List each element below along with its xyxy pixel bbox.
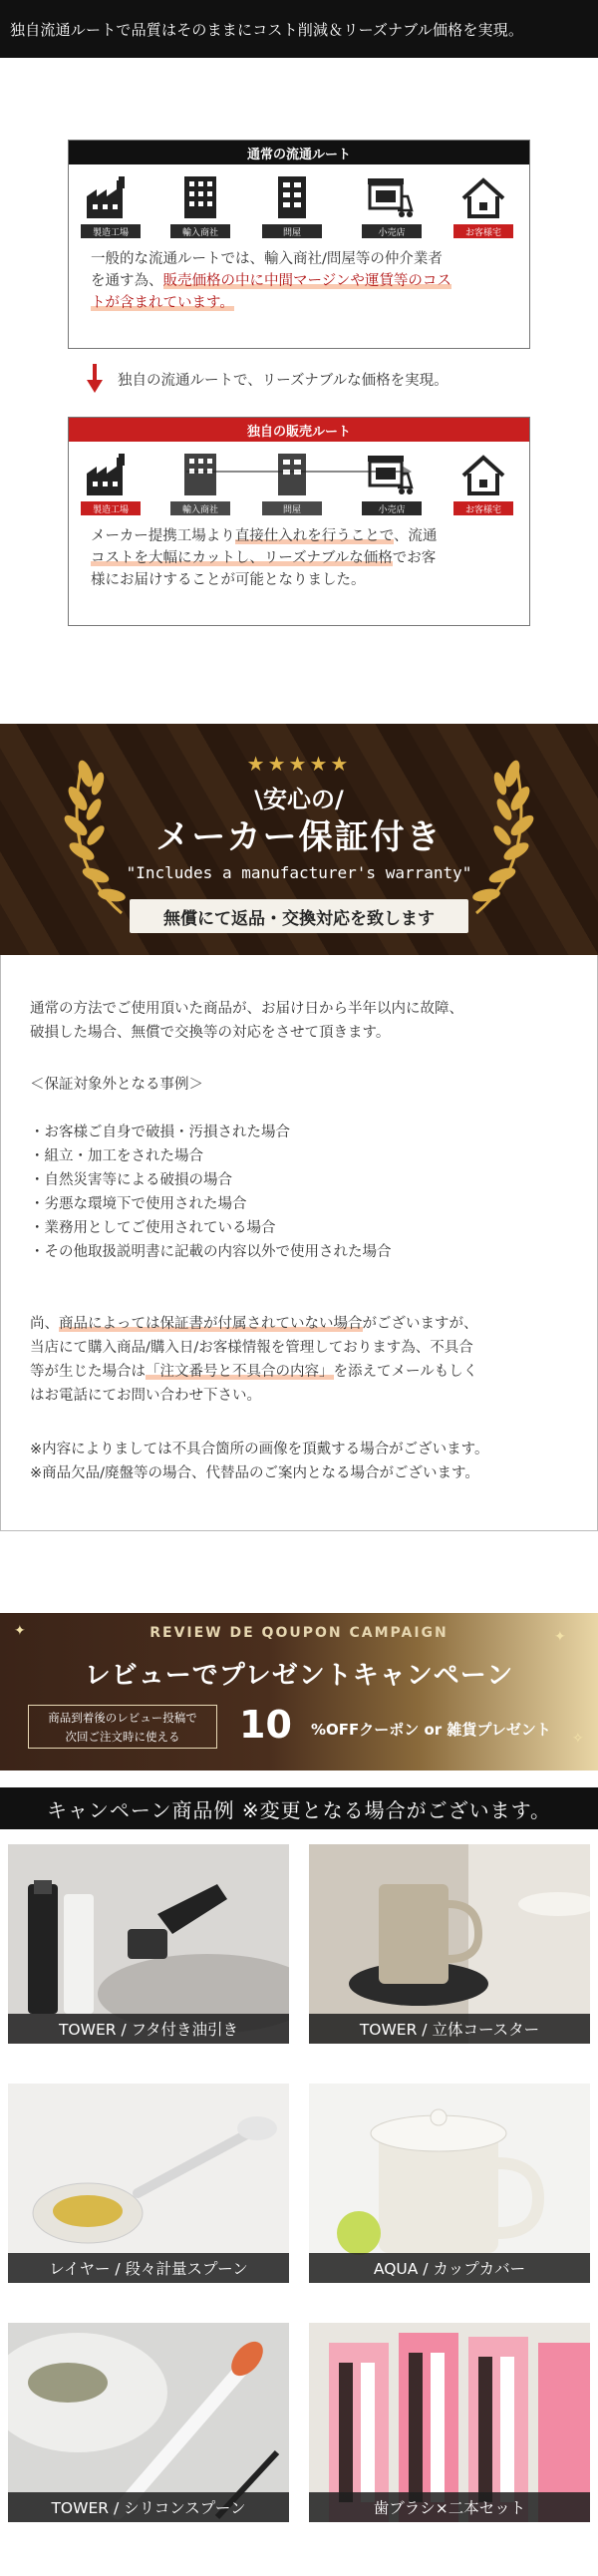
normal-desc-4: トが含まれています。 xyxy=(91,295,234,311)
importer-label: 輸入商社 xyxy=(170,224,230,238)
product-tile[interactable] xyxy=(8,1844,289,2044)
product-tile[interactable] xyxy=(309,2084,590,2283)
exclusion-item: ・組立・加工をされた場合 xyxy=(30,1148,203,1164)
warranty-pill: 無償にて返品・交換対応を致します xyxy=(130,899,468,933)
own-route-title: 独自の販売ルート xyxy=(69,418,529,442)
home-label: お客様宅 xyxy=(453,501,513,515)
campaign-banner[interactable] xyxy=(0,1613,598,1771)
product-label: AQUA / カップカバー xyxy=(309,2253,590,2283)
factory-label: 製造工場 xyxy=(81,224,141,238)
tagline-text: 独自流通ルートで品質はそのままにコスト削減＆リーズナブル価格を実現。 xyxy=(10,20,524,39)
note-1a: 尚、 xyxy=(30,1316,59,1332)
wholesaler-step xyxy=(258,174,326,244)
product-label: レイヤー / 段々計量スプーン xyxy=(8,2253,289,2283)
warranty-footnotes xyxy=(30,1438,489,1485)
warranty-note xyxy=(30,1312,478,1408)
product-label: TOWER / 立体コースター xyxy=(309,2014,590,2044)
wholesaler-label: 問屋 xyxy=(262,501,322,515)
exclusion-item: ・お客様ご自身で破損・汚損された場合 xyxy=(30,1125,290,1140)
middle-text: 独自の流通ルートで、リーズナブルな価格を実現。 xyxy=(118,373,448,389)
normal-desc-2: を通す為、 xyxy=(91,273,163,289)
wholesaler-step xyxy=(258,452,326,521)
product-label: TOWER / フタ付き油引き xyxy=(8,2014,289,2044)
campaign-percent: 10 xyxy=(239,1703,292,1747)
own-desc-3: 、流通 xyxy=(393,528,438,544)
footnote-2: ※商品欠品/廃盤等の場合、代替品のご案内となる場合がございます。 xyxy=(30,1465,479,1481)
factory-icon xyxy=(85,174,137,220)
campaign-main: レビューでプレゼントキャンペーン xyxy=(84,1661,514,1691)
warranty-banner xyxy=(0,724,598,955)
own-route-desc xyxy=(69,525,529,599)
product-tile[interactable] xyxy=(8,2084,289,2283)
warranty-small-title: \安心の/ xyxy=(254,786,344,813)
factory-icon xyxy=(85,452,137,497)
normal-desc-1: 一般的な流通ルートでは、輸入商社/問屋等の仲介業者 xyxy=(91,251,443,267)
exclusion-item: ・自然災害等による破損の場合 xyxy=(30,1172,232,1188)
campaign-note-2: 次回ご注文時に使える xyxy=(65,1730,180,1744)
house-icon xyxy=(457,452,509,497)
exclusion-item: ・業務用としてご使用されている場合 xyxy=(30,1220,276,1236)
factory-label: 製造工場 xyxy=(81,501,141,515)
warranty-intro-2: 破損した場合、無償で交換等の対応をさせて頂きます。 xyxy=(30,1025,391,1041)
house-icon xyxy=(457,174,509,220)
campaign-note-1: 商品到着後のレビュー投稿で xyxy=(48,1711,197,1725)
home-label: お客様宅 xyxy=(453,224,513,238)
own-desc-6: でお客 xyxy=(392,550,437,566)
warranty-title: メーカー保証付き xyxy=(155,817,443,857)
retailer-label: 小売店 xyxy=(362,224,422,238)
normal-route-icons xyxy=(69,164,529,248)
warranty-intro-1: 通常の方法でご使用頂いた商品が、お届け日から半年以内に故障、 xyxy=(30,1001,463,1017)
retailer-label: 小売店 xyxy=(362,501,422,515)
footnote-1: ※内容によりましては不具合箇所の画像を頂戴する場合がございます。 xyxy=(30,1442,489,1457)
own-desc-5: 、リーズナブルな価格 xyxy=(249,550,393,566)
importer-step xyxy=(166,452,234,521)
sparkle-icon: ✦ xyxy=(14,1623,26,1639)
exclusion-list xyxy=(30,1121,392,1264)
exclusion-item: ・その他取扱説明書に記載の内容以外で使用された場合 xyxy=(30,1244,392,1260)
warranty-english: "Includes a manufacturer's warranty" xyxy=(126,863,472,882)
rating-stars: ★★★★★ xyxy=(246,752,352,776)
note-1b: 商品によっては保証書が付属されていない場合 xyxy=(59,1316,363,1332)
retailer-step xyxy=(358,452,426,521)
note-1c: がございますが、 xyxy=(362,1316,478,1332)
importer-label: 輸入商社 xyxy=(170,501,230,515)
building-icon xyxy=(174,174,226,220)
own-desc-4: コストを大幅にカットし xyxy=(91,550,250,566)
tagline-bar xyxy=(0,0,598,58)
product-label: TOWER / シリコンスプーン xyxy=(8,2492,289,2522)
warranty-small-text: 安心の xyxy=(263,786,335,813)
own-desc-7: 様にお届けすることが可能となりました。 xyxy=(91,572,366,588)
factory-step xyxy=(77,452,145,521)
sparkle-icon: ✧ xyxy=(572,1731,584,1747)
wholesaler-label: 問屋 xyxy=(262,224,322,238)
campaign-title: REVIEW DE QOUPON CAMPAIGN xyxy=(150,1625,448,1641)
normal-route-desc xyxy=(69,248,529,322)
store-icon xyxy=(366,452,418,497)
down-arrow-icon xyxy=(86,364,104,394)
exclusion-title: ＜保証対象外となる事例＞ xyxy=(30,1077,203,1093)
normal-route-title: 通常の流通ルート xyxy=(69,141,529,164)
sparkle-icon: ✦ xyxy=(554,1629,566,1645)
own-route-icons xyxy=(69,442,529,525)
factory-step xyxy=(77,174,145,244)
warranty-intro xyxy=(30,997,463,1045)
home-step xyxy=(449,452,517,521)
campaign-offer: %OFFクーポン or 雑貨プレゼント xyxy=(311,1721,551,1739)
items-heading: キャンペーン商品例 ※変更となる場合がございます。 xyxy=(0,1787,598,1829)
building-icon xyxy=(174,452,226,497)
product-tile[interactable] xyxy=(309,2323,590,2522)
campaign-note xyxy=(28,1705,217,1749)
own-desc-2: 直接仕入れを行うことで xyxy=(234,528,394,544)
product-tile[interactable] xyxy=(8,2323,289,2522)
note-3a: 等が生じた場合は xyxy=(30,1364,146,1380)
note-2: 当店にて購入商品/購入日/お客様情報を管理しております為、不具合 xyxy=(30,1340,473,1356)
building-icon xyxy=(266,452,318,497)
building-icon xyxy=(266,174,318,220)
exclusion-item: ・劣悪な環境下で使用された場合 xyxy=(30,1196,247,1212)
note-3c: を添えてメールもしく xyxy=(333,1364,478,1380)
product-label: 歯ブラシ×二本セット xyxy=(309,2492,590,2522)
store-icon xyxy=(366,174,418,220)
own-route-box xyxy=(68,417,530,626)
note-3b: 「注文番号と不具合の内容」 xyxy=(146,1364,334,1380)
retailer-step xyxy=(358,174,426,244)
own-desc-1: メーカー提携工場より xyxy=(91,528,235,544)
normal-desc-3: 販売価格の中に中間マージンや運賃等のコス xyxy=(162,273,451,289)
product-tile[interactable] xyxy=(309,1844,590,2044)
note-4: はお電話にてお問い合わせ下さい。 xyxy=(30,1388,261,1404)
home-step xyxy=(449,174,517,244)
normal-route-box xyxy=(68,140,530,349)
importer-step xyxy=(166,174,234,244)
